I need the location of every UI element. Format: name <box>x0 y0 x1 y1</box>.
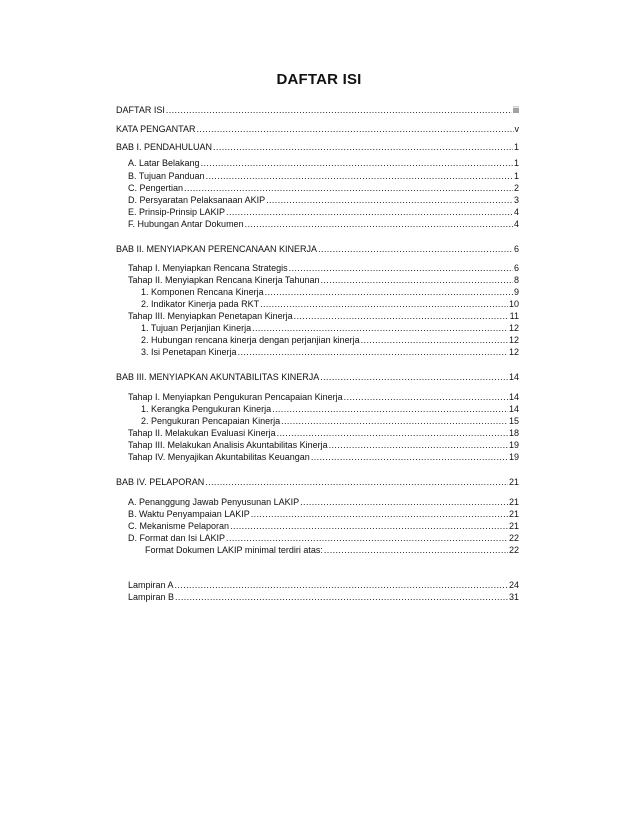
toc-entry-page: 1 <box>513 142 519 152</box>
toc-leader-dots <box>272 404 508 415</box>
toc-entry[interactable] <box>141 335 519 346</box>
toc-entry-page: 8 <box>513 275 519 285</box>
toc-entry-label: A. Latar Belakang <box>128 158 200 168</box>
toc-entry[interactable] <box>141 287 519 298</box>
toc-entry-page: 21 <box>508 509 519 519</box>
toc-entry-page: 19 <box>508 452 519 462</box>
toc-leader-dots <box>260 299 508 310</box>
toc-entry-page: 4 <box>513 207 519 217</box>
toc-entry-label: DAFTAR ISI <box>116 105 165 115</box>
toc-entry[interactable] <box>116 124 519 135</box>
toc-entry[interactable] <box>128 452 519 463</box>
toc-entry[interactable] <box>128 311 519 322</box>
toc-entry-page: 11 <box>509 311 519 321</box>
toc-entry-page: 14 <box>508 372 519 382</box>
toc-entry[interactable] <box>128 219 519 230</box>
toc-entry-label: Tahap I. Menyiapkan Pengukuran Pencapaian Kinerja <box>128 392 343 402</box>
toc-entry-page: 9 <box>513 287 519 297</box>
toc-entry-label: Tahap III. Menyiapkan Penetapan Kinerja <box>128 311 293 321</box>
toc-entry[interactable] <box>116 105 519 116</box>
toc-entry[interactable] <box>128 497 519 508</box>
toc-leader-dots <box>230 521 508 532</box>
toc-entry-page: 14 <box>508 404 519 414</box>
toc-entry-label: 1. Kerangka Pengukuran Kinerja <box>141 404 272 414</box>
toc-leader-dots <box>197 124 514 135</box>
toc-entry[interactable] <box>116 142 519 153</box>
toc-leader-dots <box>238 347 508 358</box>
toc-entry-label: KATA PENGANTAR <box>116 124 196 134</box>
toc-entry-label: C. Pengertian <box>128 183 184 193</box>
toc-leader-dots <box>266 195 513 206</box>
toc-entry-page: 19 <box>508 440 519 450</box>
toc-entry-label: BAB II. MENYIAPKAN PERENCANAAN KINERJA <box>116 244 318 254</box>
toc-leader-dots <box>226 207 513 218</box>
toc-entry[interactable] <box>128 592 519 603</box>
toc-entry-page: 14 <box>508 392 519 402</box>
page-title: DAFTAR ISI <box>276 71 362 88</box>
toc-entry[interactable] <box>141 404 519 415</box>
toc-leader-dots <box>166 105 512 116</box>
toc-leader-dots <box>175 592 508 603</box>
toc-leader-dots <box>344 392 508 403</box>
toc-leader-dots <box>213 142 513 153</box>
toc-leader-dots <box>252 323 508 334</box>
toc-entry-page: 15 <box>508 416 519 426</box>
toc-entry-label: BAB IV. PELAPORAN <box>116 477 205 487</box>
toc-entry-page: 2 <box>513 183 519 193</box>
toc-leader-dots <box>289 263 513 274</box>
toc-entry[interactable] <box>141 416 519 427</box>
toc-entry-label: D. Format dan Isi LAKIP <box>128 533 226 543</box>
toc-entry-label: Lampiran A <box>128 580 174 590</box>
toc-entry-page: 18 <box>508 428 519 438</box>
toc-leader-dots <box>226 533 508 544</box>
toc-entry-label: E. Prinsip-Prinsip LAKIP <box>128 207 226 217</box>
toc-entry-page: v <box>514 124 519 134</box>
toc-leader-dots <box>300 497 508 508</box>
toc-entry[interactable] <box>128 171 519 182</box>
toc-entry-page: 21 <box>508 477 519 487</box>
toc-entry-page: 6 <box>513 244 519 254</box>
toc-leader-dots <box>184 183 513 194</box>
toc-entry-page: 24 <box>508 580 519 590</box>
toc-entry[interactable] <box>128 392 519 403</box>
toc-entry-label: B. Waktu Penyampaian LAKIP <box>128 509 250 519</box>
toc-entry-label: D. Persyaratan Pelaksanaan AKIP <box>128 195 266 205</box>
toc-entry[interactable] <box>128 521 519 532</box>
toc-entry-label: B. Tujuan Panduan <box>128 171 205 181</box>
toc-leader-dots <box>324 545 508 556</box>
toc-entry[interactable] <box>116 477 519 488</box>
toc-entry[interactable] <box>128 158 519 169</box>
toc-leader-dots <box>320 372 508 383</box>
toc-entry[interactable] <box>128 580 519 591</box>
toc-leader-dots <box>206 171 513 182</box>
toc-entry-label: BAB III. MENYIAPKAN AKUNTABILITAS KINERJA <box>116 372 320 382</box>
toc-leader-dots <box>201 158 513 169</box>
toc-entry[interactable] <box>141 347 519 358</box>
toc-entry[interactable] <box>128 440 519 451</box>
toc-leader-dots <box>320 275 513 286</box>
toc-entry-label: 2. Pengukuran Pencapaian Kinerja <box>141 416 281 426</box>
toc-leader-dots <box>251 509 508 520</box>
toc-entry-label: BAB I. PENDAHULUAN <box>116 142 213 152</box>
toc-entry-label: Tahap I. Menyiapkan Rencana Strategis <box>128 263 288 273</box>
toc-entry[interactable] <box>116 244 519 255</box>
toc-entry-label: Tahap III. Melakukan Analisis Akuntabilitas Kinerja <box>128 440 328 450</box>
toc-entry-label: A. Penanggung Jawab Penyusunan LAKIP <box>128 497 300 507</box>
toc-entry-label: Tahap II. Melakukan Evaluasi Kinerja <box>128 428 276 438</box>
toc-leader-dots <box>318 244 513 255</box>
toc-entry-label: Format Dokumen LAKIP minimal terdiri atas: <box>145 545 323 555</box>
toc-entry[interactable] <box>128 263 519 274</box>
toc-entry-label: 2. Indikator Kinerja pada RKT <box>141 299 260 309</box>
toc-entry[interactable] <box>128 428 519 439</box>
toc-entry[interactable] <box>128 207 519 218</box>
toc-entry-page: 1 <box>513 158 519 168</box>
toc-entry-label: 2. Hubungan rencana kinerja dengan perjanjian kinerja <box>141 335 360 345</box>
toc-entry-label: F. Hubungan Antar Dokumen <box>128 219 244 229</box>
toc-entry-page: 12 <box>508 347 519 357</box>
toc-entry-page: iii <box>513 105 519 115</box>
toc-entry-label: 3. Isi Penetapan Kinerja <box>141 347 237 357</box>
toc-leader-dots <box>311 452 508 463</box>
toc-entry-page: 31 <box>508 592 519 602</box>
toc-entry-label: 1. Komponen Rencana Kinerja <box>141 287 264 297</box>
toc-entry-page: 4 <box>513 219 519 229</box>
toc-entry-label: Tahap IV. Menyajikan Akuntabilitas Keuangan <box>128 452 310 462</box>
toc-leader-dots <box>245 219 513 230</box>
toc-entry-page: 21 <box>508 521 519 531</box>
toc-entry-page: 1 <box>513 171 519 181</box>
toc-leader-dots <box>277 428 508 439</box>
toc-entry[interactable] <box>128 533 519 544</box>
toc-entry[interactable] <box>128 275 519 286</box>
toc-entry[interactable] <box>128 195 519 206</box>
toc-entry[interactable] <box>145 545 519 556</box>
toc-entry-page: 22 <box>508 533 519 543</box>
toc-entry-page: 22 <box>508 545 519 555</box>
toc-entry-page: 3 <box>513 195 519 205</box>
toc-entry-page: 10 <box>508 299 519 309</box>
toc-leader-dots <box>294 311 509 322</box>
toc-entry-page: 21 <box>508 497 519 507</box>
toc-leader-dots <box>265 287 513 298</box>
toc-leader-dots <box>329 440 508 451</box>
toc-leader-dots <box>281 416 508 427</box>
toc-entry[interactable] <box>141 323 519 334</box>
toc-entry[interactable] <box>116 372 519 383</box>
toc-entry-label: 1. Tujuan Perjanjian Kinerja <box>141 323 252 333</box>
toc-leader-dots <box>205 477 508 488</box>
toc-entry-label: C. Mekanisme Pelaporan <box>128 521 230 531</box>
toc-entry[interactable] <box>128 509 519 520</box>
toc-entry-page: 12 <box>508 335 519 345</box>
toc-entry-page: 6 <box>513 263 519 273</box>
toc-entry[interactable] <box>128 183 519 194</box>
toc-entry-page: 12 <box>508 323 519 333</box>
toc-leader-dots <box>361 335 508 346</box>
toc-entry-label: Lampiran B <box>128 592 175 602</box>
toc-entry[interactable] <box>141 299 519 310</box>
toc-entry-label: Tahap II. Menyiapkan Rencana Kinerja Tahunan <box>128 275 320 285</box>
toc-leader-dots <box>175 580 508 591</box>
